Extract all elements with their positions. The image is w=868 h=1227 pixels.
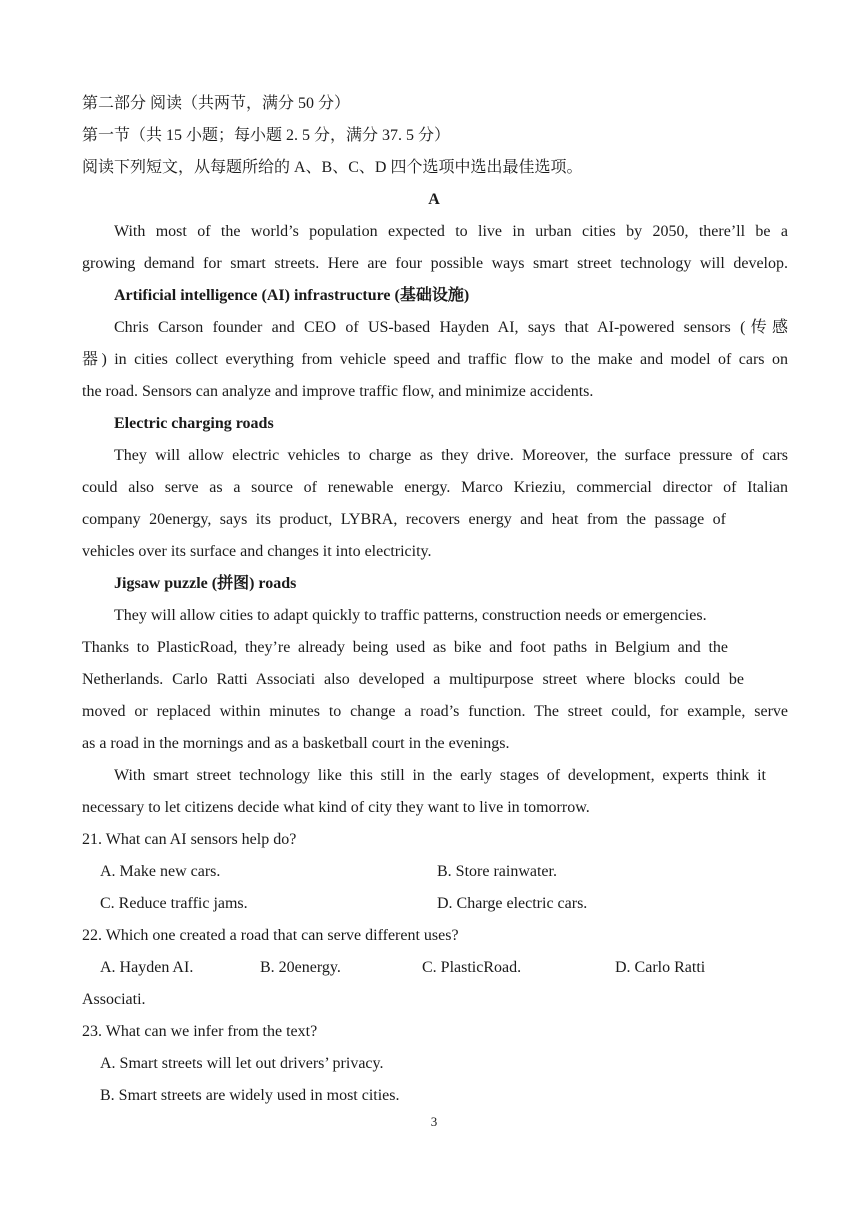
question-22-option-a: A. Hayden AI. <box>100 959 194 976</box>
question-21-option-a: A. Make new cars. <box>100 863 221 880</box>
question-22-option-b: B. 20energy. <box>260 959 341 976</box>
paragraph-line: With smart street technology like this still in the early stages of development, experts think it <box>114 767 766 784</box>
part-heading: 第二部分 阅读（共两节，满分 50 分） <box>82 95 351 112</box>
question-21-option-d: D. Charge electric cars. <box>437 895 588 912</box>
question-23-option-a: A. Smart streets will let out drivers’ privacy. <box>100 1055 384 1072</box>
instructions: 阅读下列短文，从每题所给的 A、B、C、D 四个选项中选出最佳选项。 <box>82 159 583 176</box>
question-22-stem: 22. Which one created a road that can serve different uses? <box>82 927 459 944</box>
paragraph-line: could also serve as a source of renewable energy. Marco Krieziu, commercial director of Italian <box>82 479 788 496</box>
paragraph-line: They will allow electric vehicles to charge as they drive. Moreover, the surface pressure of cars <box>114 447 788 464</box>
question-21-option-c: C. Reduce traffic jams. <box>100 895 248 912</box>
paragraph-line: moved or replaced within minutes to change a road’s function. The street could, for example, serve <box>82 703 788 720</box>
paragraph-line: 器) in cities collect everything from vehicle speed and traffic flow to the make and model of cars on <box>82 351 788 368</box>
paragraph-line: They will allow cities to adapt quickly to traffic patterns, construction needs or emergencies. <box>114 607 707 624</box>
subheading-ai: Artificial intelligence (AI) infrastructure (基础设施) <box>114 287 470 304</box>
paragraph-line: the road. Sensors can analyze and improve traffic flow, and minimize accidents. <box>82 383 594 400</box>
question-23-option-b: B. Smart streets are widely used in most cities. <box>100 1087 400 1104</box>
subheading-jigsaw: Jigsaw puzzle (拼图) roads <box>114 575 297 592</box>
paragraph-line: necessary to let citizens decide what kind of city they want to live in tomorrow. <box>82 799 590 816</box>
subheading-charging: Electric charging roads <box>114 415 274 432</box>
question-23-stem: 23. What can we infer from the text? <box>82 1023 318 1040</box>
paragraph-line: company 20energy, says its product, LYBRA, recovers energy and heat from the passage of <box>82 511 726 528</box>
paragraph-line: Thanks to PlasticRoad, they’re already being used as bike and foot paths in Belgium and the <box>82 639 728 656</box>
question-21-option-b: B. Store rainwater. <box>437 863 557 880</box>
paragraph-line: Chris Carson founder and CEO of US-based Hayden AI, says that AI-powered sensors (传感 <box>114 319 788 336</box>
page-number: 3 <box>430 1114 438 1129</box>
question-22-option-d-wrap: Associati. <box>82 991 146 1008</box>
paragraph-line: vehicles over its surface and changes it into electricity. <box>82 543 432 560</box>
paragraph-line: With most of the world’s population expected to live in urban cities by 2050, there’ll be a <box>114 223 788 240</box>
question-21-stem: 21. What can AI sensors help do? <box>82 831 297 848</box>
question-22-option-d: D. Carlo Ratti <box>615 959 706 976</box>
paragraph-line: growing demand for smart streets. Here are four possible ways smart street technology will develop. <box>82 255 788 272</box>
section-heading: 第一节（共 15 小题；每小题 2. 5 分，满分 37. 5 分） <box>82 127 451 144</box>
question-22-option-c: C. PlasticRoad. <box>422 959 522 976</box>
paragraph-line: Netherlands. Carlo Ratti Associati also developed a multipurpose street where blocks could be <box>82 671 744 688</box>
passage-letter: A <box>428 191 440 208</box>
paragraph-line: as a road in the mornings and as a basketball court in the evenings. <box>82 735 510 752</box>
